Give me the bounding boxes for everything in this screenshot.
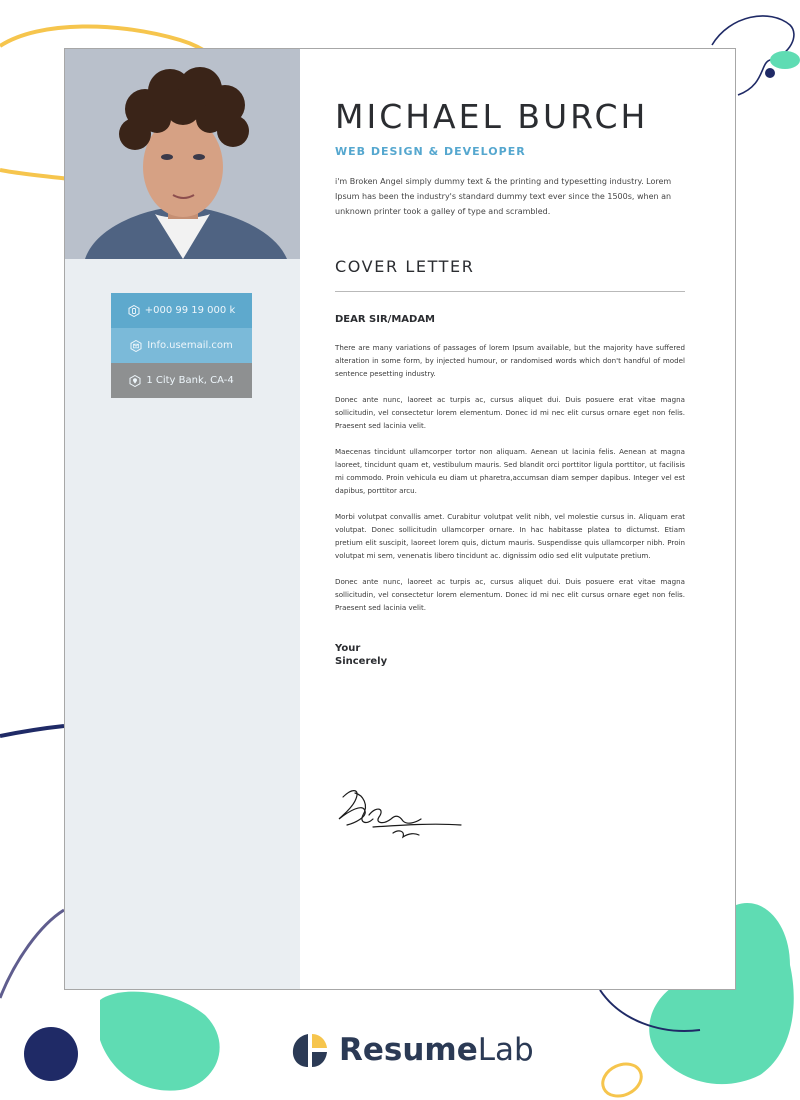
letter-body: [335, 341, 685, 627]
resumelab-logo: [290, 1030, 534, 1070]
closing-line-1: Your: [335, 643, 361, 654]
teal-dot-top-right: [770, 51, 800, 69]
candidate-role: WEB DESIGN & DEVELOPER: [335, 145, 526, 158]
yellow-ring-bottom-right: [598, 1058, 647, 1100]
letter-paragraph: Donec ante nunc, laoreet ac turpis ac, cursus aliquet dui. Duis posuere erat vitae magna sollicitudin, vel consectetur lorem elementum. Donec id mi nec elit cursus ornare eget non felis. Praesent sed lacinia velit.: [335, 395, 685, 430]
contact-address: [111, 363, 252, 398]
email-icon: [130, 340, 142, 352]
contact-phone-text: +000 99 19 000 k: [144, 305, 236, 316]
contact-list: [111, 293, 252, 398]
contact-phone: [111, 293, 252, 328]
contact-email: [111, 328, 252, 363]
main-content: [335, 49, 685, 989]
sidebar: [65, 49, 300, 989]
resume-sheet: [64, 48, 736, 990]
signature: [333, 785, 468, 845]
salutation: DEAR SIR/MADAM: [335, 314, 436, 325]
closing: [335, 642, 387, 668]
resumelab-logo-icon: [290, 1030, 330, 1070]
closing-line-2: Sincerely: [335, 656, 388, 667]
contact-address-text: 1 City Bank, CA-4: [146, 375, 234, 386]
navy-line-left: [0, 726, 64, 736]
navy-dot-top-right: [765, 68, 775, 78]
phone-icon: [128, 305, 140, 317]
letter-paragraph: Donec ante nunc, laoreet ac turpis ac, cursus aliquet dui. Duis posuere erat vitae magna sollicitudin, vel consectetur lorem elementum. Donec id mi nec elit cursus ornare eget non felis. Praesent sed lacinia velit.: [335, 577, 685, 612]
intro-text: i'm Broken Angel simply dummy text & the printing and typesetting industry. Lorem Ipsum has been the industry's standard dummy text ever since the 1500s, when an unknown printer took a galley of type and scrambled.: [335, 177, 672, 216]
navy-curve-bottom-left: [0, 910, 64, 998]
candidate-name: MICHAEL BURCH: [335, 97, 649, 136]
letter-paragraph: Morbi volutpat convallis amet. Curabitur volutpat velit nibh, vel molestie cursus in. Aliquam erat volutpat. Donec sollicitudin ullamcorper ornare. In hac habitasse platea to dictumst. Etiam pretium elit suscipit, laoreet lorem quis, dictum mauris. Suspendisse quis ullamcorper nibh. Proin volutpat mi sem, venenatis libero tincidunt ac. dignissim odio sed elit vulputate pretium.: [335, 512, 685, 560]
profile-photo: [65, 49, 300, 259]
wordmark-lab: Lab: [477, 1032, 534, 1068]
teal-blob-bottom-left: [100, 992, 220, 1091]
letter-paragraph: Maecenas tincidunt ullamcorper tortor non aliquam. Aenean ut lacinia felis. Aenean at magna laoreet, tincidunt quam et, vestibulum mauris. Sed blandit orci porttitor ligula porttitor, ut facilisis mi commodo. Proin vehicula eu diam ut pharetra,accumsan diam semper dapibus. Integer vel est dapibus, porttitor arcu.: [335, 447, 685, 495]
resumelab-wordmark: [339, 1032, 534, 1068]
location-icon: [129, 375, 141, 387]
wordmark-resume: Resume: [339, 1032, 478, 1068]
contact-email-text: Info.usemail.com: [147, 340, 233, 351]
letter-paragraph: There are many variations of passages of lorem Ipsum available, but the majority have suffered alteration in some form, by injected humour, or randomised words which don't handful of model sentence pesetting industry.: [335, 343, 685, 378]
cover-letter-title: COVER LETTER: [335, 257, 475, 276]
navy-dot-bottom-left: [24, 1027, 78, 1081]
section-divider: [335, 291, 685, 292]
